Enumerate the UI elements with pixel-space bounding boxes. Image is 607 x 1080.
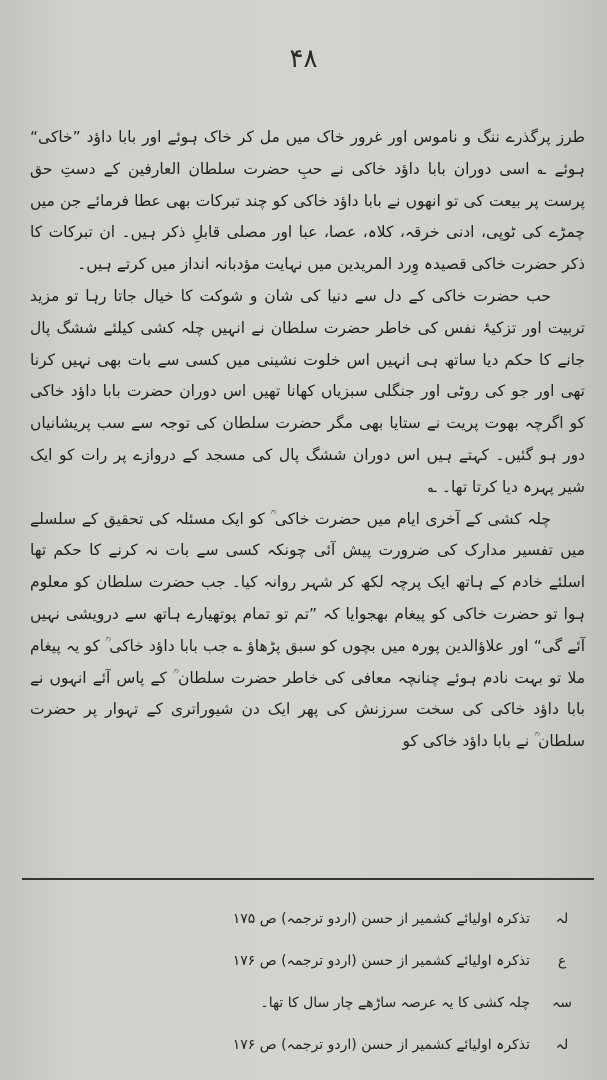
footnote-mark: ع (557, 953, 567, 969)
footnote-mark: لہ (555, 1037, 569, 1053)
paragraph-2: حب حضرت خاکی کے دل سے دنیا کی شان و شوکت کا خیال جاتا رہا تو مزید تربیت اور تزکیۂ نفس کی خاطر حضرت سلطان نے انہیں چلہ کشی کیلئے ششگ پال جانے کا حکم دیا ساتھ ہی انہیں اس خلوت نشینی میں کسی سے بات بھی نہیں کرنا تھی اور جو کی روٹی اور جنگلی سبزیاں کھانا تھیں اس دوران حضرت بابا داؤد خاکی کو اگرچہ بھوت پریت نے ستایا بھی مگر حضرت سلطان کی توجہ سے سب پریشانیاں دور ہو گئیں۔ کہتے ہیں اس دوران ششگ پال کی مسجد کے دروازے پر رات کو ایک شیر پہرہ دیا کرتا تھا۔ ؎ (30, 286, 585, 496)
page-number: ۴۸ (289, 44, 318, 74)
footnote-text: تذکرہ اولیائے کشمیر از حسن (اردو ترجمہ) ص ۱۷۵ (232, 911, 530, 927)
footnote-text: تذکرہ اولیائے کشمیر از حسن (اردو ترجمہ) ص ۱۷۶ (232, 953, 530, 969)
footnote-1 (60, 898, 580, 940)
footnotes (60, 898, 580, 1066)
footnote-mark: سہ (552, 995, 572, 1011)
footnote-divider (22, 878, 594, 880)
footnote-mark: لہ (555, 911, 569, 927)
paragraph-3: چلہ کشی کے آخری ایام میں حضرت خاکی ؒ کو ایک مسئلہ کی تحقیق کے سلسلے میں تفسیر مدارک کی ضرورت پیش آئی چونکہ کسی سے بات نہ کرنے کا حکم تھا اسلئے خادم کے ہاتھ ایک پرچہ لکھ کر شہر روانہ کیا۔ جب حضرت سلطان کو معلوم ہوا تو حضرت خاکی کو پیغام بھجوایا کہ ”تم تو تمام پوتھیارے ہاتھ سے درویشی نہیں آئے گی“ اور علاؤالدین پورہ میں بچوں کو سبق پڑھاؤ ؎ جب بابا داؤد خاکی ؒ کو یہ پیغام ملا تو بہت نادم ہوئے چنانچہ معافی کی خاطر حضرت سلطان ؒ کے پاس آئے انہوں نے بابا داؤد خاکی کی سخت سرزنش کی پھر ایک دن شیوراتری کے تہوار پر حضرت سلطان ؒ نے بابا داؤد خاکی کو (30, 509, 585, 751)
footnote-text: چلہ کشی کا یہ عرصہ ساڑھے چار سال کا تھا۔ (260, 995, 530, 1011)
paragraph-1: طرز پرگذرے ننگ و ناموس اور غرور خاک میں مل کر خاک ہوئے اور بابا داؤد ”خاکی“ ہوئے ؎ اسی دوران بابا داؤد خاکی نے حبِ حضرت سلطان العارفین کے دستِ حق پرست پر بیعت کی تو انھوں نے بابا داؤد خاکی کو چند تبرکات بھی عطا فرمائے جن میں چمڑے کی ٹوپی، ادنی خرقہ، کلاہ، عصا، عبا اور مصلی قابلِ ذکر ہیں۔ ان تبرکات کا ذکر حضرت خاکی قصیدہ وِرد المریدین میں نہایت مؤدبانہ انداز میں کرتے ہیں۔ (30, 128, 585, 274)
footnote-text: تذکرہ اولیائے کشمیر از حسن (اردو ترجمہ) ص ۱۷۶ (232, 1037, 530, 1053)
footnote-4 (60, 1024, 580, 1066)
footnote-2 (60, 940, 580, 982)
main-text (30, 122, 585, 758)
footnote-3 (60, 982, 580, 1024)
